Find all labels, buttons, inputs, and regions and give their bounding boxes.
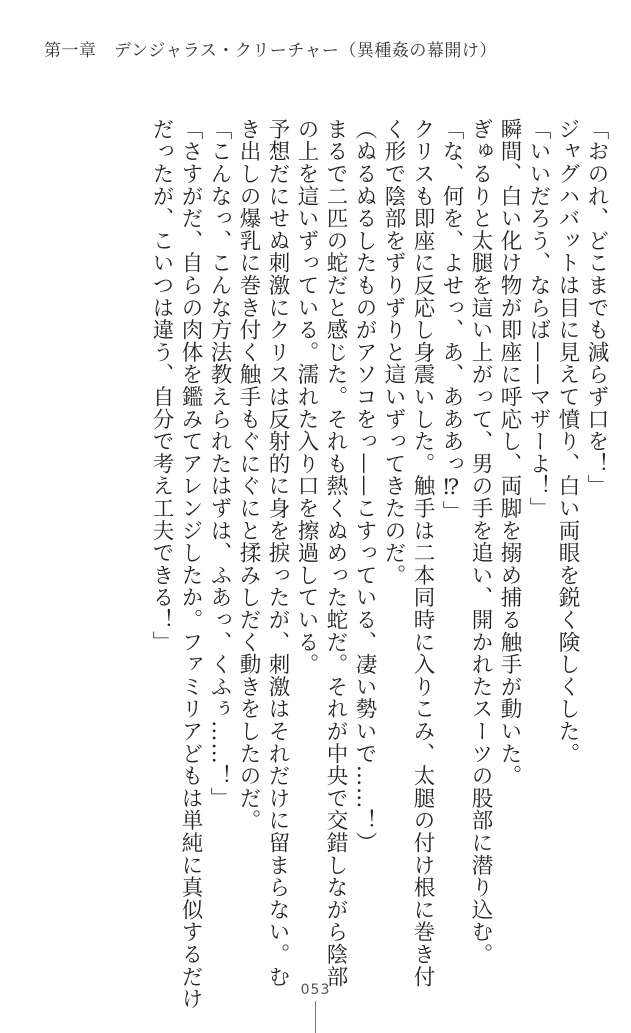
text-line: （ぬるぬるしたものがアソコをっ——こすっている、凄い勢いで……！） (352, 118, 377, 854)
text-line: まるで二匹の蛇だと感じた。それも熱くぬめった蛇だ。それが中央で交錯しながら陰部 (323, 118, 348, 988)
text-line: 「さすがだ、自らの肉体を鑑みてアレンジしたか。ファミリアどもは単純に真似するだけ (178, 118, 203, 1010)
text-line: ジャグハバットは目に見えて憤り、白い両眼を鋭く険しくした。 (555, 118, 580, 765)
text-line: だったが、こいつは違う、自分で考え工夫できる！」 (149, 118, 174, 654)
text-line: ぎゅるりと太腿を這い上がって、男の手を追い、開かれたスーツの股部に潜り込む。 (468, 118, 493, 966)
text-line: 予想だにせぬ刺激にクリスは反射的に身を捩ったが、刺激はそれだけに留まらない。む (265, 118, 290, 988)
text-line: 「いいだろう、ならば——マザーよ！」 (526, 118, 551, 520)
text-line: く形で陰部をずりずりと這いずってきたのだ。 (381, 118, 406, 587)
text-line: き出しの爆乳に巻き付く触手もぐにぐにと揉みしだく動きをしたのだ。 (236, 118, 261, 832)
text-line: 「な、何を、よせっ、あ、あああっ⁉」 (439, 118, 464, 523)
text-line: クリスも即座に反応し身震いした。触手は二本同時に入りこみ、太腿の付け根に巻き付 (410, 118, 435, 988)
text-line: 「こんなっ、こんな方法教えられたはずは、ふあっ、くふぅ……！」 (207, 118, 232, 810)
text-line: 瞬間、白い化け物が即座に呼応し、両脚を搦め捕る触手が動いた。 (497, 118, 522, 787)
page-number: 053 (300, 982, 331, 998)
running-head: 第一章 デンジャラス・クリーチャー（異種姦の幕開け） (44, 41, 497, 61)
text-line: 「おのれ、どこまでも減らず口を！」 (584, 118, 609, 498)
text-line: の上を這いずっている。濡れた入り口を擦過している。 (294, 118, 319, 676)
folio-divider (315, 1001, 316, 1033)
